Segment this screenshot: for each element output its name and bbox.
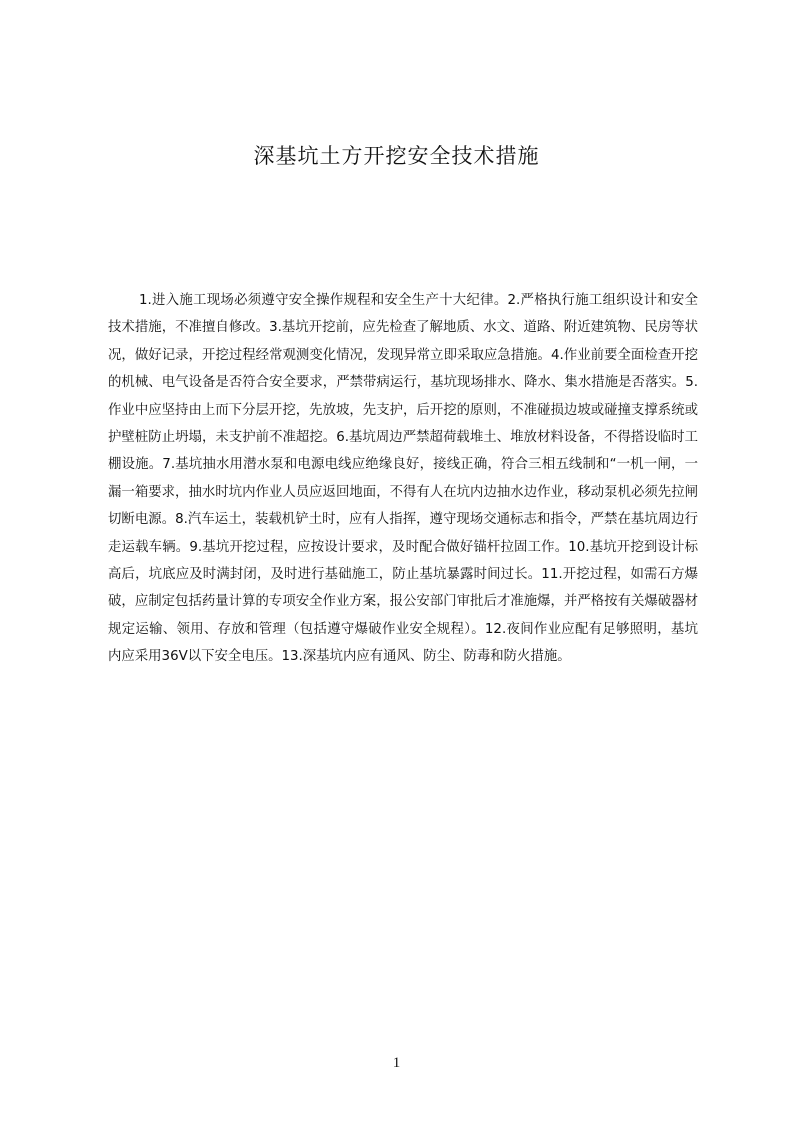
body-paragraph: 1.进入施工现场必须遵守安全操作规程和安全生产十大纪律。2.严格执行施工组织设计和安全技术措施，不准擅自修改。3.基坑开挖前，应先检查了解地质、水文、道路、附近建筑物、民房等状况，做好记录，开挖过程经常观测变化情况，发现异常立即采取应急措施。4.作业前要全面检查开挖的机械、电气设备是否符合安全要求，严禁带病运行，基坑现场排水、降水、集水措施是否落实。5.作业中应坚持由上而下分层开挖，先放坡，先支护，后开挖的原则，不准碰损边坡或碰撞支撑系统或护壁桩防止坍塌，未支护前不准超挖。6.基坑周边严禁超荷载堆土、堆放材料设备，不得搭设临时工棚设施。7.基坑抽水用潜水泵和电源电线应绝缘良好，接线正确，符合三相五线制和“一机一闸，一漏一箱要求，抽水时坑内作业人员应返回地面，不得有人在坑内边抽水边作业，移动泵机必须先拉闸切断电源。8.汽车运土，装载机铲土时，应有人指挥，遵守现场交通标志和指令，严禁在基坑周边行走运载车辆。9.基坑开挖过程，应按设计要求，及时配合做好锚杆拉固工作。10.基坑开挖到设计标高后，坑底应及时满封闭，及时进行基础施工，防止基坑暴露时间过长。11.开挖过程，如需石方爆破，应制定包括药量计算的专项安全作业方案，报公安部门审批后才准施爆，并严格按有关爆破器材规定运输、领用、存放和管理（包括遵守爆破作业安全规程）。12.夜间作业应配有足够照明，基坑内应采用36V以下安全电压。13.深基坑内应有通风、防尘、防毒和防火措施。 bbox=[108, 293, 698, 665]
document-title: 深基坑土方开挖安全技术措施 bbox=[253, 144, 540, 168]
page-number: 1 bbox=[392, 1055, 401, 1071]
